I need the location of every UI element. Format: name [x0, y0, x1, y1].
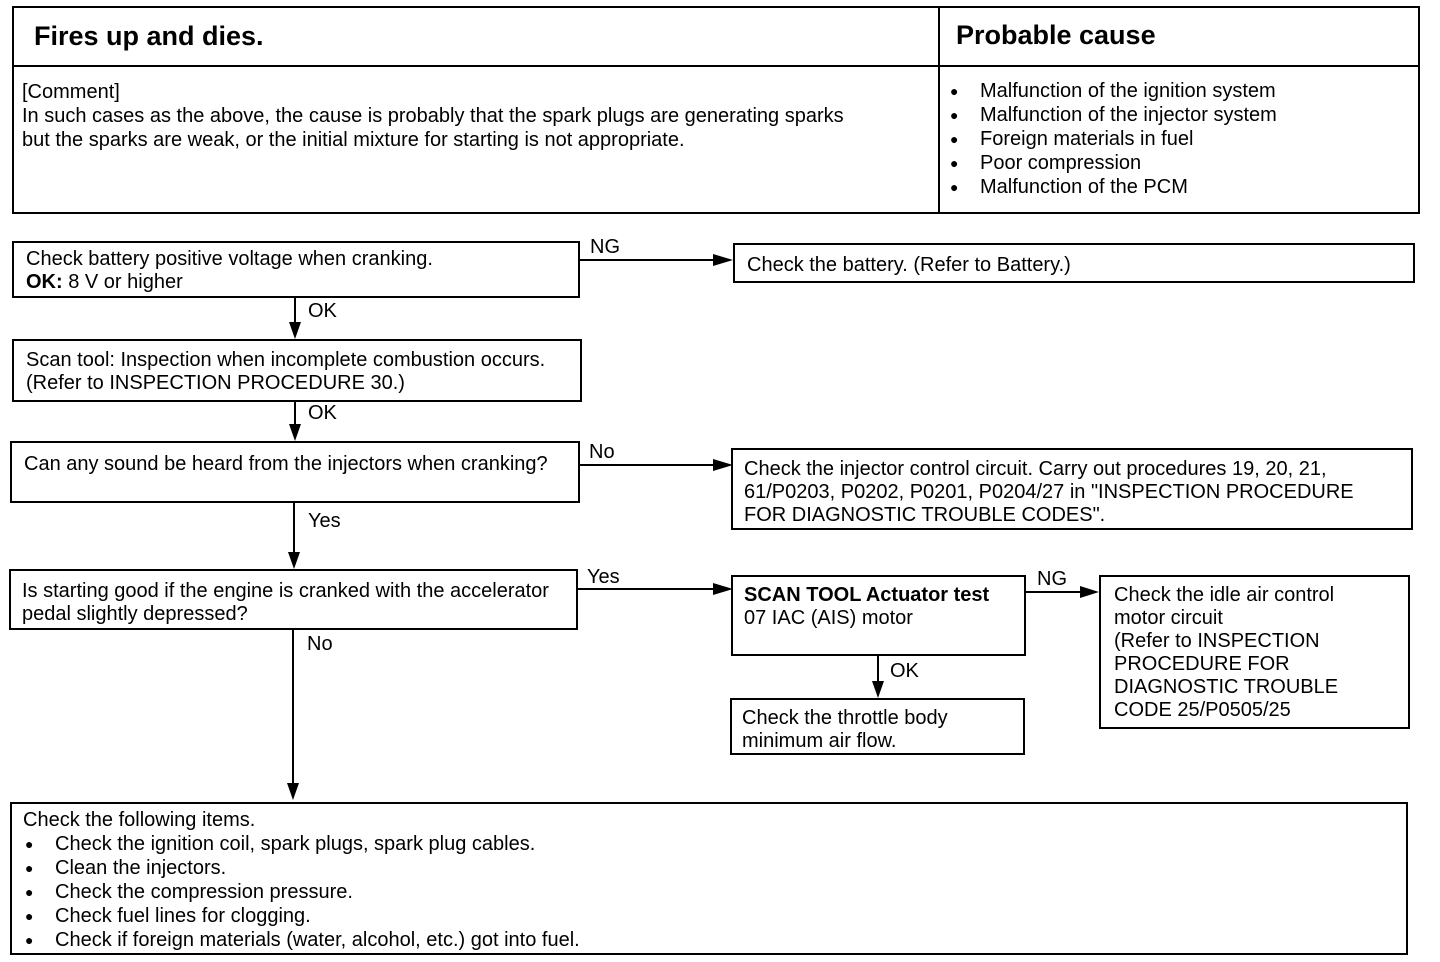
step-text: SCAN TOOL Actuator test	[744, 584, 990, 606]
check-item: ● Check the compression pressure.	[23, 880, 1406, 904]
step-text: pedal slightly depressed?	[22, 603, 248, 625]
step-text: Scan tool: Inspection when incomplete combustion occurs.	[26, 349, 546, 371]
branch-label-ng: NG	[590, 236, 620, 258]
step-text: Check the battery. (Refer to Battery.)	[747, 254, 1071, 276]
arrowhead	[289, 424, 301, 441]
cause-item: ● Malfunction of the injector system	[948, 103, 1277, 127]
step-text: PROCEDURE FOR	[1114, 653, 1290, 675]
step-text: CODE 25/P0505/25	[1114, 699, 1291, 721]
step-text: 61/P0203, P0202, P0201, P0204/27 in "INSPECTION PROCEDURE	[744, 481, 1354, 503]
step-text: Can any sound be heard from the injectors when cranking?	[24, 453, 548, 475]
step-injector-sound	[10, 441, 580, 503]
arrowhead	[713, 254, 733, 266]
step-text: minimum air flow.	[742, 730, 897, 752]
branch-label-yes: Yes	[308, 510, 341, 532]
step-text: Is starting good if the engine is cranked with the accelerator	[22, 580, 549, 602]
final-title: Check the following items.	[23, 809, 256, 831]
ok-criteria-label: OK:	[26, 271, 63, 293]
cause-item: ● Malfunction of the ignition system	[948, 79, 1277, 103]
comment-line: In such cases as the above, the cause is probably that the spark plugs are generating sparks	[22, 105, 844, 127]
arrowhead	[288, 552, 300, 569]
step-text: Check the idle air control	[1114, 584, 1335, 606]
step-text: (Refer to INSPECTION	[1114, 630, 1320, 652]
step-text	[26, 271, 578, 294]
probable-cause-title: Probable cause	[956, 20, 1156, 50]
branch-label-ok: OK	[308, 402, 337, 424]
branch-label-no: No	[589, 441, 615, 463]
arrowhead	[713, 459, 733, 471]
step-scan-tool-inspection	[12, 339, 582, 402]
ok-criteria-value: 8 V or higher	[62, 271, 183, 293]
page-title: Fires up and dies.	[34, 21, 264, 51]
branch-label-ok: OK	[890, 660, 919, 682]
step-text: motor circuit	[1114, 607, 1223, 629]
step-idle-air-control	[1099, 575, 1410, 729]
step-accelerator-question	[9, 569, 578, 630]
final-check-list	[23, 832, 1406, 952]
step-text: (Refer to INSPECTION PROCEDURE 30.)	[26, 372, 405, 394]
arrowhead	[872, 681, 884, 698]
check-item: ● Clean the injectors.	[23, 856, 1406, 880]
arrowhead	[287, 783, 299, 800]
cause-item: ● Poor compression	[948, 151, 1277, 175]
cause-item: ● Foreign materials in fuel	[948, 127, 1277, 151]
step-actuator-test	[731, 575, 1026, 656]
check-item: ● Check fuel lines for clogging.	[23, 904, 1406, 928]
step-check-battery	[733, 243, 1415, 283]
cause-item: ● Malfunction of the PCM	[948, 175, 1277, 199]
branch-label-ng: NG	[1037, 568, 1067, 590]
step-check-following-items	[10, 802, 1408, 955]
branch-label-yes: Yes	[587, 566, 620, 588]
step-text: Check the injector control circuit. Carry out procedures 19, 20, 21,	[744, 458, 1327, 480]
step-throttle-body	[730, 698, 1025, 755]
branch-label-no: No	[307, 633, 333, 655]
arrowhead	[1080, 586, 1099, 598]
comment-label: [Comment]	[22, 81, 120, 103]
check-item: ● Check the ignition coil, spark plugs, spark plug cables.	[23, 832, 1406, 856]
arrowhead	[713, 583, 733, 595]
arrowhead	[289, 322, 301, 339]
step-text: 07 IAC (AIS) motor	[744, 607, 913, 629]
step-check-battery-voltage	[12, 241, 580, 298]
check-item: ● Check if foreign materials (water, alcohol, etc.) got into fuel.	[23, 928, 1406, 952]
branch-label-ok: OK	[308, 300, 337, 322]
step-text: Check battery positive voltage when cranking.	[26, 248, 433, 270]
comment-line: but the sparks are weak, or the initial mixture for starting is not appropriate.	[22, 129, 685, 151]
step-text: Check the throttle body	[742, 707, 948, 729]
step-text: DIAGNOSTIC TROUBLE	[1114, 676, 1339, 698]
step-text: FOR DIAGNOSTIC TROUBLE CODES".	[744, 504, 1106, 526]
step-injector-control-circuit	[731, 448, 1413, 530]
